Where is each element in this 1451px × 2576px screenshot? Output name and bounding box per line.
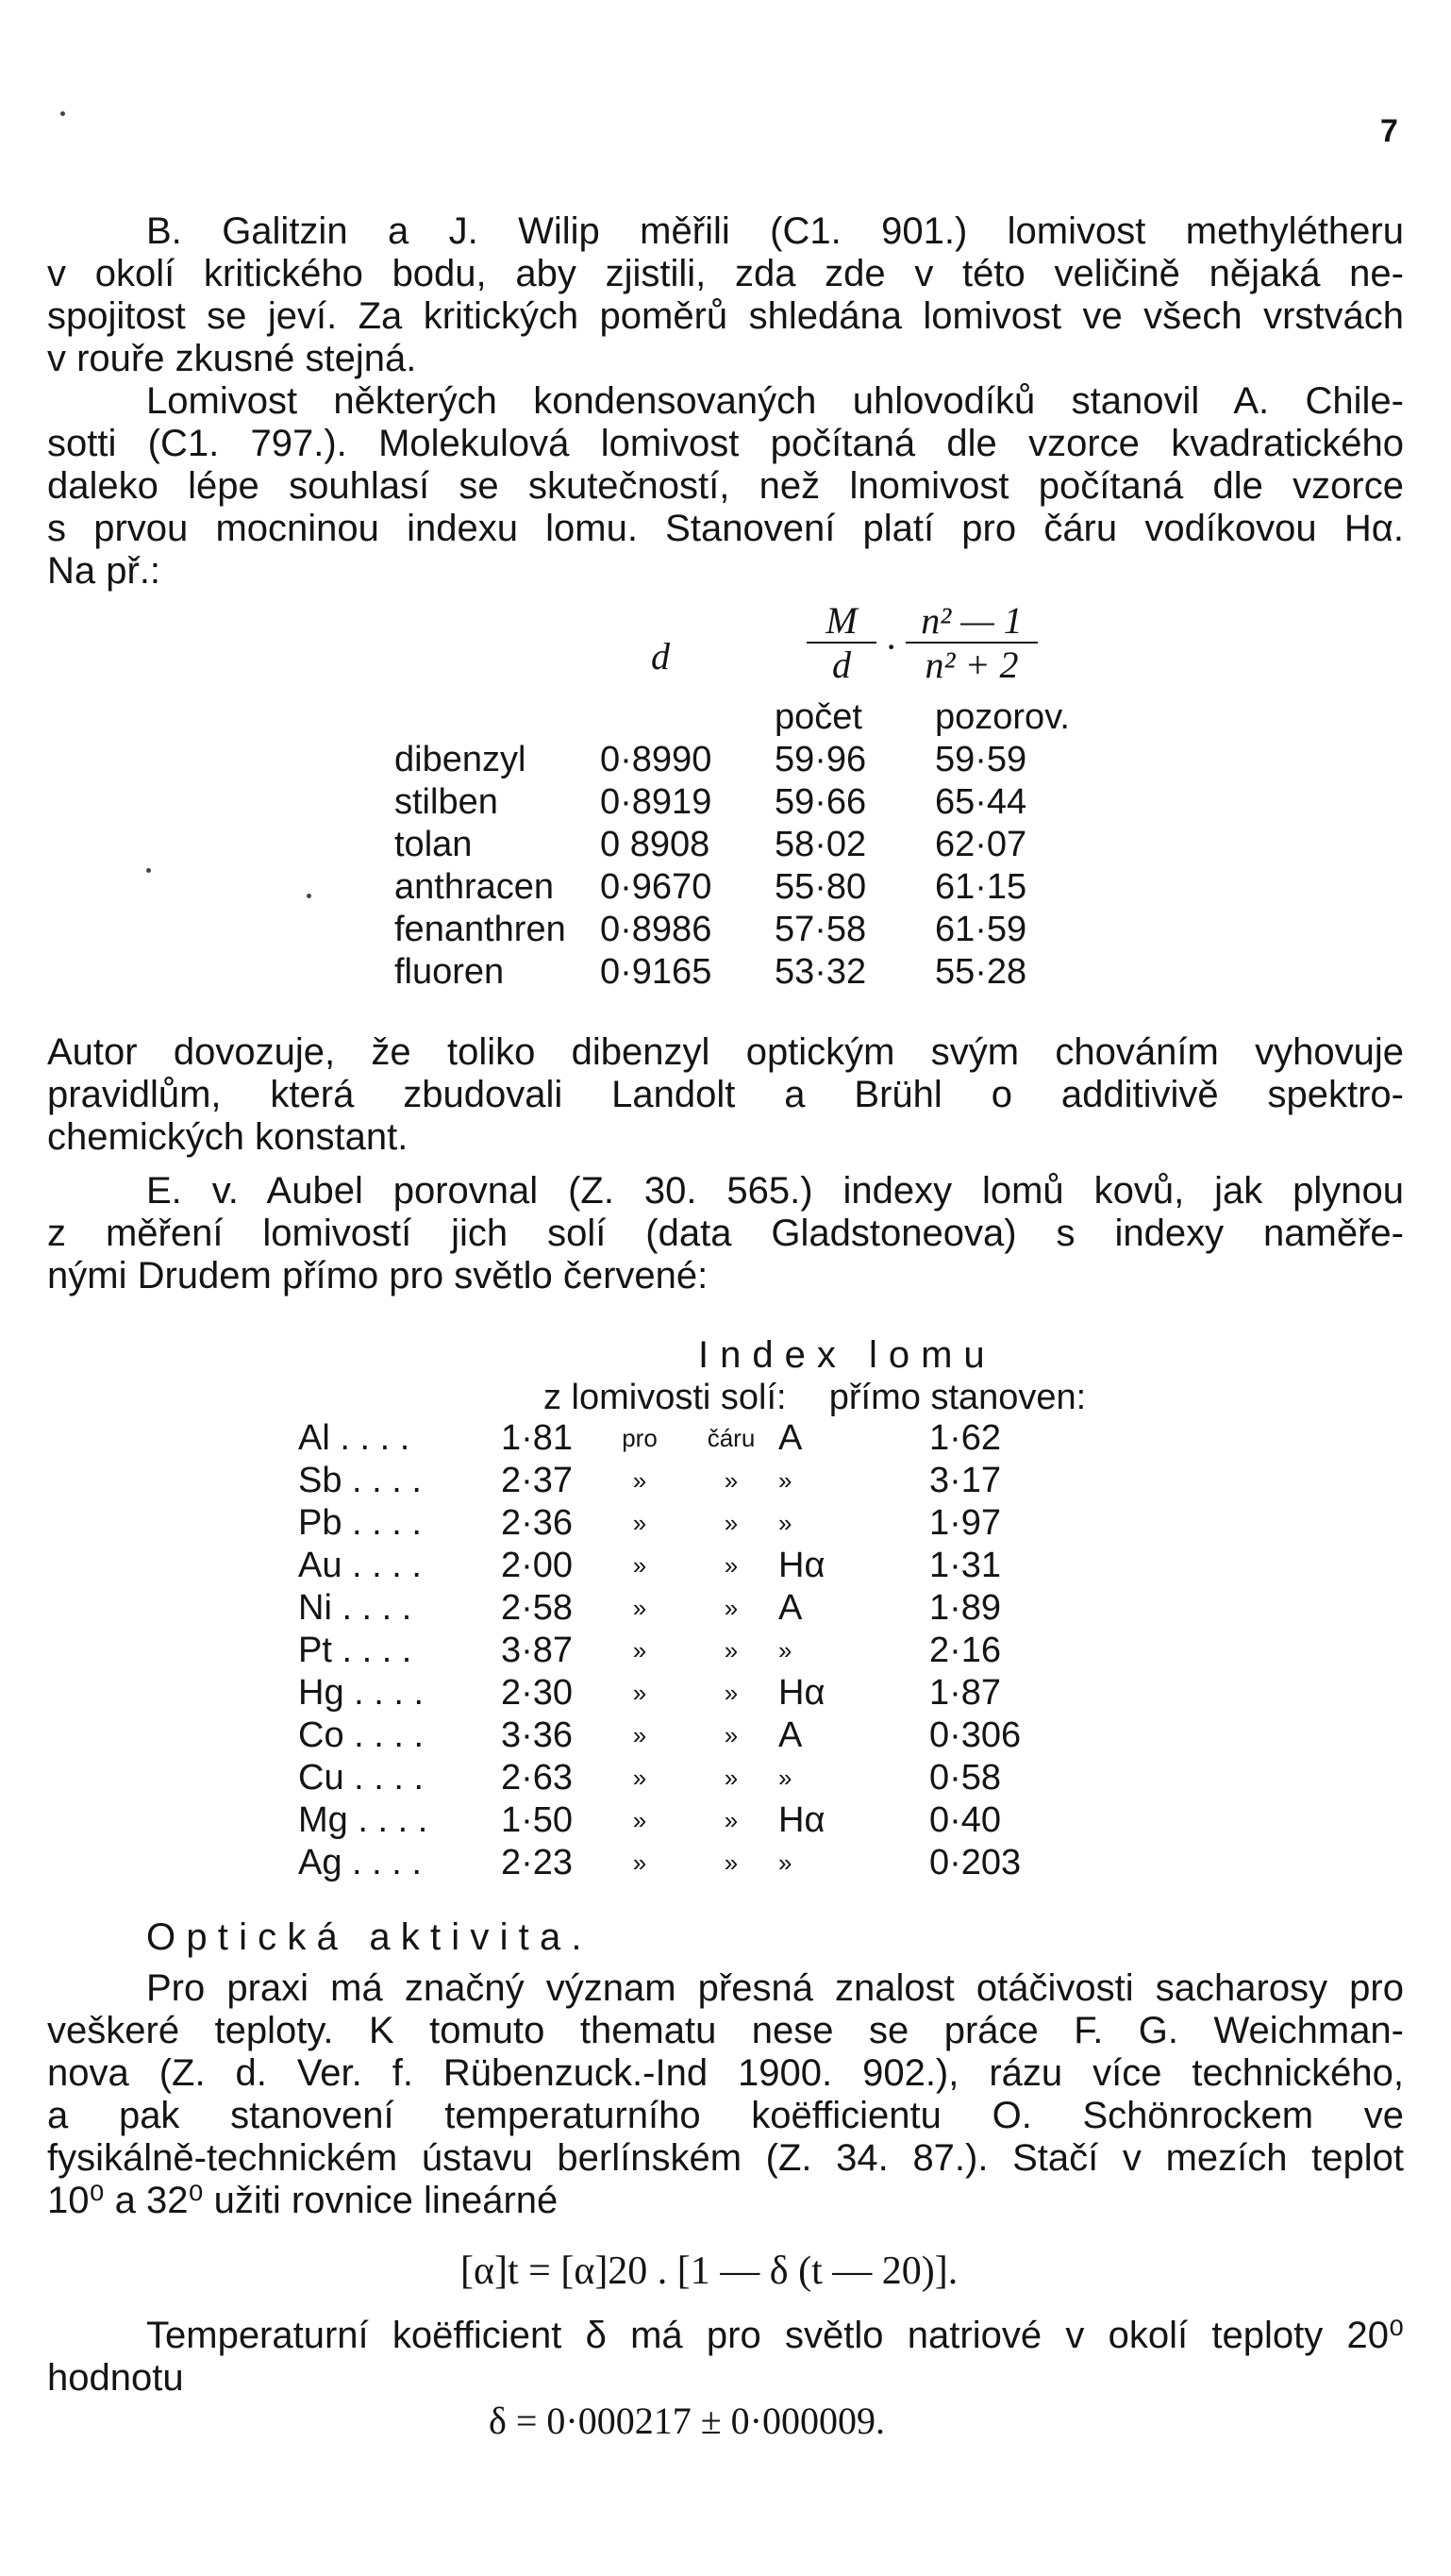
ditto-mark: »	[632, 1636, 647, 1664]
element-symbol: Pt . . . .	[298, 1631, 412, 1670]
salt-index: 2·36	[501, 1503, 574, 1543]
element-symbol: Cu . . . .	[298, 1758, 425, 1798]
text-line: spojitost se jeví. Za kritických poměrů shledána lomivost ve všech vrstvách	[47, 295, 1404, 337]
text-line: s prvou mocninou indexu lomu. Stanovení platí pro čáru vodíkovou Hα.	[47, 508, 1404, 549]
element-symbol: Sb . . . .	[298, 1461, 422, 1500]
table-row	[298, 1842, 1118, 1884]
text-line: chemických konstant.	[47, 1116, 409, 1158]
text-line: daleko lépe souhlasí se skutečností, než lnomivost počítaná dle vzorce	[47, 465, 1404, 507]
molar-fraction	[807, 599, 876, 686]
rotation-equation: [α]t = [α]20 . [1 — δ (t — 20)].	[460, 2250, 959, 2293]
density-value: 0 8908	[600, 825, 710, 864]
paragraph-galitzin	[47, 210, 1404, 380]
table-row	[394, 909, 1070, 951]
salt-index: 2·30	[501, 1673, 574, 1713]
compound-name: anthracen	[394, 867, 555, 907]
fraction-numerator: n² — 1	[906, 599, 1038, 644]
ditto-mark: »	[724, 1848, 739, 1877]
obs-value: 62·07	[935, 825, 1027, 864]
obs-column-header: pozorov.	[935, 697, 1070, 737]
text-line: E. v. Aubel porovnal (Z. 30. 565.) indexy lomů kovů, jak plynou	[146, 1170, 1404, 1212]
ditto-mark: »	[724, 1721, 739, 1749]
text-line: z měření lomivostí jich solí (data Gladstoneova) s indexy naměře-	[47, 1213, 1404, 1254]
spectral-line: A	[778, 1715, 803, 1755]
paragraph-autor	[47, 1031, 1404, 1159]
calc-value: 59·96	[775, 740, 867, 779]
calc-value: 55·80	[775, 867, 867, 907]
direct-index: 1·31	[929, 1546, 1002, 1585]
direct-index: 3·17	[929, 1461, 1002, 1500]
spectral-line: A	[778, 1418, 803, 1458]
salt-column-header: z lomivosti solí:	[543, 1378, 787, 1417]
calc-value: 58·02	[775, 825, 867, 864]
direct-index: 1·87	[929, 1673, 1002, 1713]
element-symbol: Hg . . . .	[298, 1673, 425, 1713]
salt-index: 2·23	[501, 1843, 574, 1882]
lorentz-fraction	[906, 599, 1038, 686]
print-speck	[60, 111, 65, 116]
hydrocarbon-refraction-table	[394, 696, 1070, 994]
spectral-line: Hα	[778, 1800, 826, 1840]
table-row	[298, 1417, 1118, 1460]
text-line: nými Drudem přímo pro světlo červené:	[47, 1255, 709, 1296]
ditto-mark: »	[724, 1636, 739, 1664]
text-line: Autor dovozuje, že toliko dibenzyl optickým svým chováním vyhovuje	[47, 1031, 1404, 1073]
table-row	[298, 1545, 1118, 1587]
salt-index: 1·81	[501, 1418, 574, 1458]
spectral-line: »	[778, 1466, 792, 1495]
table-header-row	[394, 696, 1070, 739]
density-value: 0·8990	[600, 740, 712, 779]
ditto-mark: »	[632, 1848, 647, 1877]
table-row	[394, 781, 1070, 824]
density-value: 0·9165	[600, 952, 712, 992]
ditto-mark: »	[724, 1509, 739, 1537]
compound-name: tolan	[394, 825, 473, 864]
fraction-denominator: n² + 2	[925, 644, 1019, 686]
ditto-mark: »	[724, 1466, 739, 1495]
table-row	[298, 1460, 1118, 1502]
fraction-denominator: d	[832, 644, 851, 686]
element-symbol: Au . . . .	[298, 1546, 422, 1585]
multiply-dot: ·	[885, 626, 898, 668]
ditto-mark: »	[724, 1679, 739, 1707]
element-symbol: Al . . . .	[298, 1418, 410, 1458]
ditto-mark: »	[724, 1806, 739, 1834]
page-number: 7	[1380, 113, 1398, 149]
calc-column-header: počet	[775, 697, 862, 737]
element-symbol: Ni . . . .	[298, 1588, 412, 1628]
text-line: v okolí kritického bodu, aby zjistili, zda zde v této veličině nějaká ne-	[47, 253, 1404, 294]
paragraph-aubel	[47, 1170, 1404, 1297]
text-line: Temperaturní koëfficient δ má pro světlo natriové v okolí teploty 20⁰	[146, 2315, 1404, 2356]
calc-value: 53·32	[775, 952, 867, 992]
text-line: 10⁰ a 32⁰ užiti rovnice lineárné	[47, 2180, 559, 2221]
density-column-label: d	[651, 635, 670, 677]
compound-name: fenanthren	[394, 910, 566, 949]
salt-index: 1·50	[501, 1800, 574, 1840]
table-row	[298, 1757, 1118, 1799]
spectral-line: A	[778, 1588, 803, 1628]
compound-name: stilben	[394, 782, 498, 822]
ditto-mark: »	[632, 1806, 647, 1834]
direct-column-header: přímo stanoven:	[828, 1378, 1087, 1417]
text-line: fysikálně-technickém ústavu berlínském (Z. 34. 87.). Stačí v mezích teplot	[47, 2137, 1404, 2179]
ditto-mark: »	[632, 1764, 647, 1792]
salt-index: 3·36	[501, 1715, 574, 1755]
index-lomu-title: Index lomu	[698, 1334, 996, 1376]
element-symbol: Mg . . . .	[298, 1800, 428, 1840]
direct-index: 1·89	[929, 1588, 1002, 1628]
spectral-line: Hα	[778, 1546, 826, 1585]
direct-index: 1·97	[929, 1503, 1002, 1543]
ditto-mark: »	[632, 1721, 647, 1749]
ditto-mark: čáru	[707, 1424, 756, 1452]
table-row	[394, 951, 1070, 994]
obs-value: 65·44	[935, 782, 1027, 822]
ditto-mark: »	[632, 1594, 647, 1622]
section-heading: Optická aktivita.	[146, 1916, 592, 1958]
salt-index: 2·37	[501, 1461, 574, 1500]
paragraph-chilesotti	[47, 380, 1404, 593]
ditto-mark: »	[632, 1466, 647, 1495]
element-symbol: Co . . . .	[298, 1715, 425, 1755]
table-row	[298, 1672, 1118, 1715]
text-line: Lomivost některých kondensovaných uhlovodíků stanovil A. Chile-	[146, 380, 1404, 422]
paragraph-koeficient	[47, 2315, 1404, 2400]
text-line: pravidlům, která zbudovali Landolt a Brühl o additivivě spektro-	[47, 1074, 1404, 1115]
ditto-mark: »	[724, 1551, 739, 1580]
text-line: B. Galitzin a J. Wilip měřili (C1. 901.) lomivost methylétheru	[146, 210, 1404, 252]
ditto-mark: »	[632, 1509, 647, 1537]
text-line: nova (Z. d. Ver. f. Rübenzuck.-Ind 1900. 902.), rázu více technického,	[47, 2052, 1404, 2094]
obs-value: 59·59	[935, 740, 1027, 779]
ditto-mark: »	[632, 1551, 647, 1580]
ditto-mark: »	[724, 1594, 739, 1622]
table-row	[298, 1630, 1118, 1672]
density-value: 0·9670	[600, 867, 712, 907]
direct-index: 0·203	[929, 1843, 1022, 1882]
density-value: 0·8986	[600, 910, 712, 949]
text-line: Na př.:	[47, 550, 161, 592]
salt-index: 3·87	[501, 1631, 574, 1670]
table-row	[298, 1799, 1118, 1842]
calc-value: 59·66	[775, 782, 867, 822]
metal-refraction-table	[298, 1417, 1118, 1884]
ditto-mark: »	[724, 1764, 739, 1792]
text-line: sotti (C1. 797.). Molekulová lomivost počítaná dle vzorce kvadratického	[47, 423, 1404, 464]
table-row	[298, 1715, 1118, 1757]
density-value: 0·8919	[600, 782, 712, 822]
compound-name: fluoren	[394, 952, 505, 992]
direct-index: 2·16	[929, 1631, 1002, 1670]
fraction-numerator: M	[807, 599, 876, 644]
print-speck	[146, 868, 151, 873]
direct-index: 0·58	[929, 1758, 1002, 1798]
obs-value: 55·28	[935, 952, 1027, 992]
table2-subheader	[543, 1377, 1086, 1419]
paragraph-sacharosa	[47, 1967, 1404, 2222]
ditto-mark: »	[632, 1679, 647, 1707]
table-row	[394, 739, 1070, 781]
table-row	[298, 1502, 1118, 1545]
spectral-line: Hα	[778, 1673, 826, 1713]
calc-value: 57·58	[775, 910, 867, 949]
print-speck	[307, 894, 311, 898]
obs-value: 61·59	[935, 910, 1027, 949]
obs-value: 61·15	[935, 867, 1027, 907]
direct-index: 1·62	[929, 1418, 1002, 1458]
element-symbol: Ag . . . .	[298, 1843, 422, 1882]
ditto-mark: pro	[622, 1424, 658, 1452]
direct-index: 0·40	[929, 1800, 1002, 1840]
element-symbol: Pb . . . .	[298, 1503, 422, 1543]
text-line: a pak stanovení temperaturního koëfficientu O. Schönrockem ve	[47, 2095, 1404, 2136]
spectral-line: »	[778, 1636, 792, 1664]
spectral-line: »	[778, 1509, 792, 1537]
salt-index: 2·00	[501, 1546, 574, 1585]
direct-index: 0·306	[929, 1715, 1022, 1755]
salt-index: 2·63	[501, 1758, 574, 1798]
table-row	[394, 866, 1070, 909]
compound-name: dibenzyl	[394, 740, 526, 779]
table-row	[394, 824, 1070, 866]
refraction-formula-header	[623, 599, 1076, 703]
text-line: Pro praxi má značný význam přesná znalost otáčivosti sacharosy pro	[146, 1967, 1404, 2009]
text-line: v rouře zkusné stejná.	[47, 338, 417, 379]
salt-index: 2·58	[501, 1588, 574, 1628]
text-line: hodnotu	[47, 2357, 184, 2399]
spectral-line: »	[778, 1764, 792, 1792]
text-line: veškeré teploty. K tomuto thematu nese se práce F. G. Weichman-	[47, 2010, 1404, 2051]
table-row	[298, 1587, 1118, 1630]
delta-value-equation: δ = 0·000217 ± 0·000009.	[489, 2400, 885, 2442]
spectral-line: »	[778, 1848, 792, 1877]
